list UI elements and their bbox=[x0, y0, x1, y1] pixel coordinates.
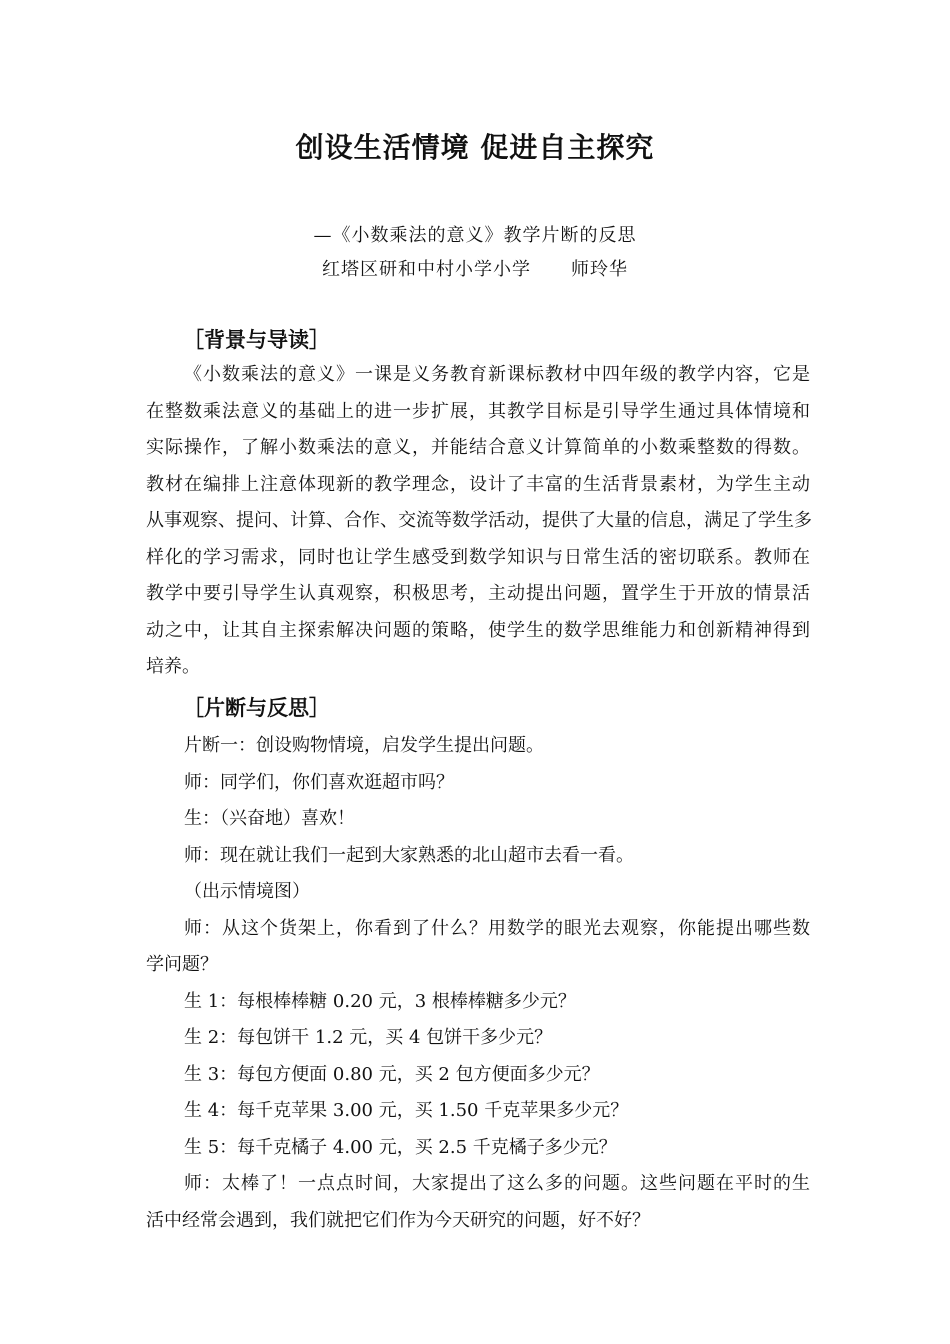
paragraph-line: 《小数乘法的意义》一课是义务教育新课标教材中四年级的教学内容，它是 bbox=[184, 364, 810, 385]
dialog-line: 师：同学们，你们喜欢逛超市吗？ bbox=[184, 771, 454, 793]
author-line bbox=[0, 256, 950, 284]
background-paragraph bbox=[146, 357, 810, 686]
paragraph-line: 样化的学习需求，同时也让学生感受到数学知识与日常生活的密切联系。教师在 bbox=[146, 546, 810, 568]
dialog-line: 生 5：每千克橘子 4.00 元，买 2.5 千克橘子多少元？ bbox=[184, 1136, 617, 1158]
dialog-line: 活中经常会遇到，我们就把它们作为今天研究的问题，好不好？ bbox=[146, 1209, 650, 1231]
dialog-line: 生 2：每包饼干 1.2 元，买 4 包饼干多少元？ bbox=[184, 1027, 553, 1048]
dialog-line: 生 3：每包方便面 0.80 元，买 2 包方便面多少元？ bbox=[184, 1063, 600, 1085]
paragraph-line: 从事观察、提问、计算、合作、交流等数学活动，提供了大量的信息，满足了学生多 bbox=[146, 510, 812, 531]
dialog-line: 生：（兴奋地）喜欢！ bbox=[184, 808, 355, 829]
section-heading-background: ［背景与导读］ bbox=[183, 328, 330, 352]
dialog-line: 师：太棒了！一点点时间，大家提出了这么多的问题。这些问题在平时的生 bbox=[184, 1173, 810, 1194]
paragraph-line: 动之中，让其自主探索解决问题的策略，使学生的数学思维能力和创新精神得到 bbox=[146, 619, 810, 641]
paragraph-line: 在整数乘法意义的基础上的进一步扩展，其教学目标是引导学生通过具体情境和 bbox=[146, 400, 810, 422]
paragraph-line: 培养。 bbox=[146, 656, 200, 677]
dialog-line: 师：现在就让我们一起到大家熟悉的北山超市去看一看。 bbox=[184, 844, 634, 866]
dialog-line: 学问题？ bbox=[146, 954, 218, 975]
fragment-dialog bbox=[146, 728, 810, 1239]
document-title: 创设生活情境 促进自主探究 bbox=[295, 131, 655, 164]
paragraph-line: 实际操作，了解小数乘法的意义，并能结合意义计算简单的小数乘整数的得数。 bbox=[146, 437, 810, 458]
dialog-line: （出示情境图） bbox=[184, 881, 310, 902]
school-name: 红塔区研和中村小学小学 bbox=[322, 259, 531, 280]
paragraph-line: 教学中要引导学生认真观察，积极思考，主动提出问题，置学生于开放的情景活 bbox=[146, 583, 810, 604]
author-name: 师玲华 bbox=[571, 259, 628, 280]
dialog-line: 师：从这个货架上，你看到了什么？用数学的眼光去观察，你能提出哪些数 bbox=[184, 917, 810, 939]
document-subtitle: —《小数乘法的意义》教学片断的反思 bbox=[313, 225, 637, 246]
dialog-line: 片断一：创设购物情境，启发学生提出问题。 bbox=[184, 735, 544, 756]
dialog-line: 生 4：每千克苹果 3.00 元，买 1.50 千克苹果多少元？ bbox=[184, 1100, 629, 1121]
dialog-line: 生 1：每根棒棒糖 0.20 元，3 根棒棒糖多少元？ bbox=[184, 990, 576, 1012]
section-heading-fragment: ［片断与反思］ bbox=[183, 696, 330, 720]
paragraph-line: 教材在编排上注意体现新的教学理念，设计了丰富的生活背景素材，为学生主动 bbox=[146, 473, 810, 495]
